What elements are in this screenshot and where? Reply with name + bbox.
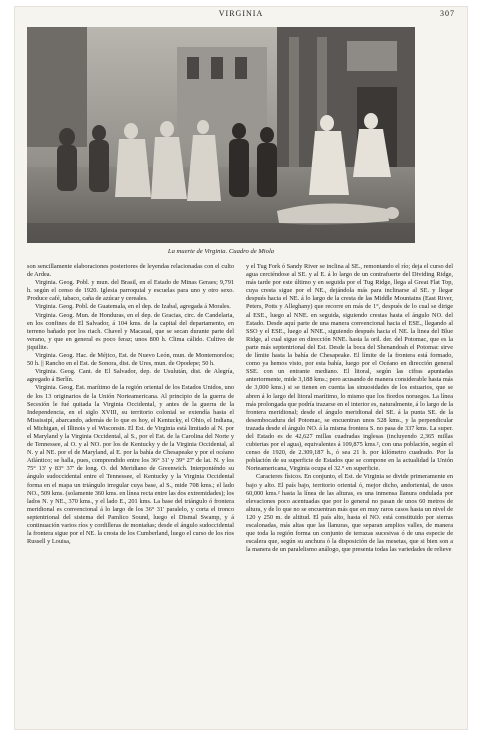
page-number: 307 bbox=[440, 9, 455, 18]
text-columns bbox=[27, 263, 453, 723]
painting-image bbox=[27, 27, 415, 243]
column-right bbox=[246, 263, 453, 723]
illustration bbox=[27, 27, 415, 243]
paragraph: Virginia. Geog. Hac. de Méjico, Est. de Nuevo León, mun. de Montemorelos; 50 h. || Rancho en el Est. de Sonora, dist. de Ures, mun. de Opodepe; 50 h. bbox=[27, 352, 234, 368]
running-head-title: VIRGINIA bbox=[218, 9, 264, 18]
paragraph: son sencillamente elaboraciones posteriores de leyendas relacionadas con el culto de Ardea. bbox=[27, 263, 234, 279]
running-head bbox=[15, 9, 467, 21]
paragraph: Virginia. Geog. Est. marítimo de la región oriental de los Estados Unidos, uno de los 13 originarios de la Unión Norteamericana. Al principio de la guerra de Secesión le fué quitada la Virginia Occidental, y antes de la guerra de la Independencia, en el siglo XVIII, su territorio colonial se extendía hasta el Mississipí, abarcando, además de lo que es hoy, el Kentucky, el Ohio, el Indiana, el Michigan, el Illinois y el Wisconsin. El Est. de Virginia está limitado al N. por el Maryland y la Virginia Occidental, al S., por el Est. de la Carolina del Norte y de Tennessee, al O. y al NO. por los de Kentucky y de la Virginia Occidental, al N. y al NE. por el de Maryland, al E. por la bahía de Chesapeake y por el océano Atlántico; se halla, pues, comprendido entre los 36° 31' y 39° 27' de lat. N. y los 75° 13' y 83° 37' de long. O. del Meridiano de Greenwich. Interponiéndo su ángulo sudoccidental entre el Tennessee, el Kentucky y la Virginia Occidental forma en el mapa un triángulo irregular cuya base, al S., mide 708 kms.; el lado NO., 509 kms. (solamente 360 kms. en línea recta entre las dos extremidades); los lados N. y NE., 370 kms., y el lado E., 201 kms. La base del triángulo ó frontera meridional es convencional á lo largo de los 36° 31' paralelo, y corta el tronco septentrional del sistema del Pamlico Sound, luego el Dismal Swamp, y á continuación varios ríos y cordilleras de montañas; desde el ángulo sudoccidental la frontera sigue por el NE. la cresta de los Cumberland, luego el curso de los ríos Russell y Louisa, bbox=[27, 384, 234, 546]
column-left bbox=[27, 263, 234, 723]
paragraph: y el Tug Fork ó Sandy River se inclina al SE., remontando el río; deja el curso del agua cerciéndose al SE. y al E. á lo largo de un contrafuerte del Dividing Ridge, más tarde por este último y en seguida por el Tug Ridge, llega al Great Flat Top, cuya cresta sigue por el NE., dejándola más para inclinarse al SE. y llegar después hacia el NE. á lo largo de la cresta de las Middle Mountains (East River, Peters, Potts y Alleghany) que recorre en más de 1°, después de lo cual se dirige al ESE., luego al NNE. en seguida, siguiendo crestas hasta el ángulo NO. del Estado. Desde aquí parte de una manera convencional hacia el ESE., llegando al SSO y el ESE., luego al NNE., siguiendo después hacia el NE. la linea del Blue Ridge, al cual sigue en dirección NNE. hasta la oril. der. del Potomac, que es la parte más septentrional del Est. Desde la boca del Shenandoah el Potomac sirve de límite hasta la bahía de Chesapeake. El límite de la frontera está formado, como ya hemos visto, por esta bahía, luego por el Océano en dirección general SSE. con un entrante mediano. El litoral, según las cifras apuntadas anteriormente, mide 3,188 kms.; pero acusando de manera considerable hasta más de 3,000 kms.) si se tienen en cuenta las sinuosidades de los estuarios, que se abren á lo largo del litoral marítimo, lo mismo que los fiordos noruegos. La línea más prolongada que podría trazarse en el interior es, naturalmente, á lo largo de la frontera meridional; desde el ángulo meridional del SE. á la punta SE. de la desembocadura del Potomac, se encuentran unos 528 kms., y la perpendicular trazada desde el ángulo NO. á la misma frontera S. no pasa de 337 kms. La super. del Estado es de 42,627 millas cuadradas inglesas (incluyendo 2,365 millas cubiertas por el agua), equivalentes á 109,875 kms.², con una población, según el censo de 1920, de 2.309,187 h., ó sea 21 h. por kilómetro cuadrado. Por la población de su superficie de Estados que se compone en la actualidad la Unión Norteamericana, Virginia ocupa el 32.° en superficie. bbox=[246, 263, 453, 473]
paragraph: Virginia. Geog. Pobl. de Guatemala, en el dep. de Izabal, agregada á Morales. bbox=[35, 303, 231, 311]
paragraph: Virginia. Geog. Pobl. y mun. del Brasil, en el Estado de Minas Geraes; 9,791 h. según el censo de 1920. Iglesia parroquial y escuelas para uno y otro sexo. Produce café, tabaco, caña de azúcar y cereales. bbox=[27, 279, 234, 303]
paragraph: Virginia. Geog. Mun. de Honduras, en el dep. de Gracias, circ. de Candelaria, en los confines de El Salvador, á 104 kms. de la capital del departamento, en terreno bañado por los riach. Chavel y Macaual, que se secan durante parte del verano, y que en general es poco feraz; unos 800 h. Clima cálido. Cultivo de jiquilite. bbox=[27, 311, 234, 351]
document-page bbox=[14, 6, 468, 730]
figure-caption: La muerte de Virginia. Cuadro de Miola bbox=[167, 248, 275, 255]
paragraph: Caracteres físicos. En conjunto, el Est. de Virginia se divide primeramente en bajo y alto. El país bajo, territorio oriental ó, mejor dicho, andoriental, de unos 60,000 kms.² hasta la línea de las alturas, es una inmensa llanura ondulada por elevaciones poco acentuadas que por lo general no pasan de unos 60 metros de altura, y de lo que no se encuentran más que en muy raros casos hasta un nivel de 120 y 250 m. de altitud. El país alto, hasta el NO. está constituido por sierras escalonadas, más altas que las llanuras, que separan amplios valles, de manera que toda la región forma un conjunto de terrazas sucesivas ó de una especie de escalera que, según su anchura ó la disposición de las mesetas, que si bien son a la manera de un paralelismo análogo, que presenta todas las variedades de relieve bbox=[246, 473, 453, 554]
paragraph: Virginia. Geog. Cant. de El Salvador, dep. de Usulután, dist. de Alegría, agregado á Berlín. bbox=[27, 368, 234, 384]
